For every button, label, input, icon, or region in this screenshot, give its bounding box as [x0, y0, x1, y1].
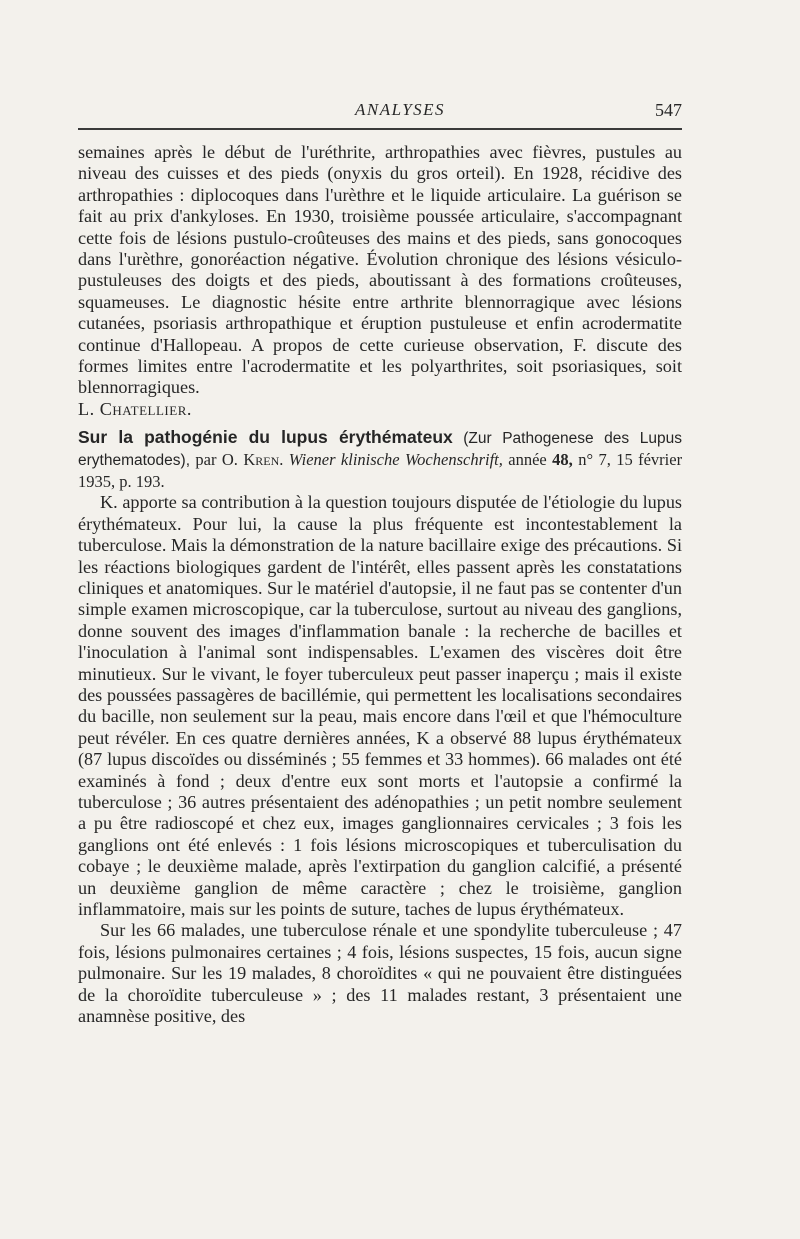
- article-heading: [78, 427, 682, 492]
- article-by: par O.: [195, 450, 238, 470]
- article-author: Kren.: [243, 450, 284, 470]
- article-issue-date: n° 7, 15 février 1935, p. 193.: [78, 450, 683, 492]
- reviewer-name: L. Chatellier.: [78, 398, 192, 419]
- article-volume: 48,: [552, 450, 573, 470]
- running-head: [0, 100, 800, 124]
- article-paragraph-1: K. apporte sa contribution à la question toujours disputée de l'étiologie du lupus érythémateux. Pour lui, la cause la plus fréquente est incontestablement la tuberculose. Mais la démonstration de la nature bacillaire exige des précautions. Si les réactions biologiques gardent de l'intérêt, elles passent après les constatations cliniques et anatomiques. Sur le matériel d'autopsie, il ne faut pas se contenter d'un simple examen microscopique, car la tuberculose, surtout au niveau des ganglions, donne souvent des images d'inflammation banale : la recherche de bacilles et l'inoculation à l'animal sont indispensables. L'examen des viscères doit être minutieux. Sur le vivant, le foyer tuberculeux peut passer inaperçu ; mais il existe des poussées passagères de bacillémie, qui permettent les localisations secondaires du bacille, non seulement sur la peau, mais encore dans l'œil et que l'hémoculture peut révéler. En ces quatre dernières années, K a observé 88 lupus érythémateux (87 lupus discoïdes ou disséminés ; 55 femmes et 33 hommes). 66 malades ont été examinés à fond ; deux d'entre eux sont morts et l'autopsie a confirmé la tuberculose ; 36 autres présentaient des adénopathies ; un petit nombre seulement a pu être radioscopé et chez eux, images ganglionnaires cervicales ; 3 fois les ganglions ont été enlevés : 1 fois lésions microscopiques et tuberculisation du cobaye ; le deuxième malade, après l'extirpation du ganglion calcifié, a présenté un deuxième ganglion de même caractère ; chez le troisième, ganglion inflammatoire, mais sur les points de suture, taches de lupus érythémateux.: [78, 492, 682, 919]
- review-signature: [78, 399, 682, 420]
- running-title: ANALYSES: [354, 100, 446, 119]
- article-original-title: (Zur Pathogenese des Lupus erythematodes),: [78, 430, 683, 470]
- page-number: 547: [655, 100, 682, 120]
- header-rule: [78, 128, 682, 130]
- body-text: [78, 142, 682, 1027]
- article-paragraph-2: Sur les 66 malades, une tuberculose rénale et une spondylite tuberculeuse ; 47 fois, lésions pulmonaires certaines ; 4 fois, lésions suspectes, 15 fois, aucun signe pulmonaire. Sur les 19 malades, 8 choroïdites « qui ne pouvaient être distinguées de la choroïdite tuberculeuse » ; des 11 malades restant, 3 présentaient une anamnèse positive, des: [78, 920, 682, 1027]
- article-journal: Wiener klinische Wochenschrift,: [288, 450, 503, 470]
- review-continuation-paragraph: semaines après le début de l'uréthrite, arthropathies avec fièvres, pustules au niveau des cuisses et des pieds (onyxis du gros orteil). En 1928, récidive des arthropathies : diplocoques dans l'urèthre et le liquide articulaire. La guérison se fait au prix d'ankyloses. En 1930, troisième poussée articulaire, s'accompagnant cette fois de lésions pustulo-croûteuses des mains et des pieds, sans gonocoques dans l'urèthre, gonoréaction négative. Évolution chronique des lésions vésiculo-pustuleuses des doigts et des pieds, aboutissant à des formations croûteuses, squameuses. Le diagnostic hésite entre arthrite blennorragique avec lésions cutanées, psoriasis arthropathique et éruption pustuleuse et enfin acrodermatite continue d'Hallopeau. A propos de cette curieuse observation, F. discute des formes limites entre l'acrodermatite et les polyarthrites, soit psoriasiques, soit blennorragiques.: [78, 142, 682, 398]
- article-year-label: année: [508, 450, 547, 470]
- article-title: Sur la pathogénie du lupus érythémateux: [78, 427, 453, 448]
